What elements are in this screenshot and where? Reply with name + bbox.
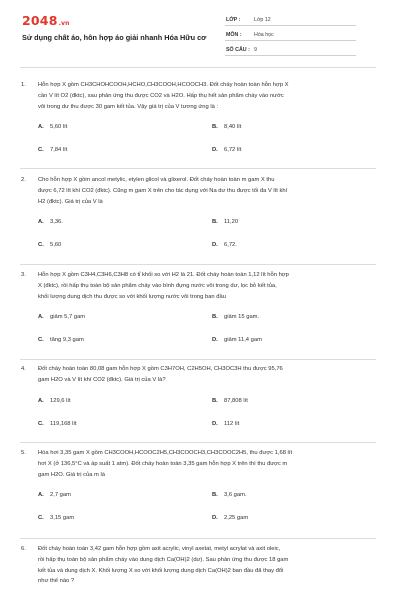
question-block [20,175,380,249]
question-number: 3. [21,272,26,278]
question-text: Đốt cháy hoàn toàn 3,42 gam hỗn hợp gồm axit acrylic, vinyl axetat, metyl acrylat và axit oleic, [38,546,281,552]
question-block [20,80,380,154]
meta-subject-row [225,29,356,41]
question-number: 2. [21,177,26,183]
meta-value: Lớp 12 [252,14,356,26]
question-divider [20,442,376,443]
answer-option-c[interactable]: C. 5,60 [38,242,62,249]
answer-option-d[interactable]: D. 112 lít [212,420,240,427]
answer-option-b[interactable]: B. giảm 15 gam. [212,314,260,321]
meta-key: MÔN : [225,29,252,41]
question-text: Đốt cháy hoàn toàn 80,08 gam hỗn hợp X gồm C3H7OH, C2H5OH, CH3OC3H thu được 95,76 [38,366,283,372]
meta-count-row [225,44,356,56]
question-divider [20,264,376,265]
question-text: H2 (đktc). Giá trị của V là [38,198,103,205]
question-number: 1. [21,82,26,88]
question-text: hơi X (ở 136,5°C và áp suất 1 atm). Đốt cháy hoàn toàn 3,35 gam hỗn hợp X trên thì thu được m [38,460,288,467]
answer-option-a[interactable]: A. giảm 5,7 gam [38,314,86,321]
question-block [20,544,380,587]
meta-class-row [225,14,356,26]
answer-option-b[interactable]: B. 3,6 gam. [212,492,247,499]
question-text: gam H2O và V lít khí CO2 (đktc). Giá trị của V là? [38,376,166,383]
answer-option-d[interactable]: D. 6,72 lít [212,147,242,154]
answer-option-c[interactable]: C. 3,15 gam [38,515,75,522]
answer-option-b[interactable]: B. 87,808 lít [212,397,248,404]
question-number: 4. [21,366,26,372]
question-number: 5. [21,450,26,456]
logo-suffix: .vn [58,20,70,27]
question-divider [20,538,376,539]
site-logo[interactable] [22,13,70,28]
question-text: gam H2O. Giá trị của m là [38,471,106,478]
meta-value: 9 [252,44,356,56]
answer-option-a[interactable]: A. 2,7 gam [38,492,71,499]
question-text: Hóa hơi 3,35 gam X gồm CH3COOH,HCOOC2H5,CH3COOCH3,CH3COOC2H5, thu được 1,68 lít [38,450,293,456]
meta-key: SỐ CÂU : [225,44,252,56]
answer-option-b[interactable]: B. 8,40 lít [212,124,242,131]
question-block [20,448,380,522]
question-number: 6. [21,546,26,552]
question-text: Hỗn hợp X gồm C3H4,C3H6,C3H8 có tỉ khối so với H2 là 21. Đốt cháy hoàn toàn 1,12 lít hỗn hợp [38,272,289,278]
question-text: vôi trong dư thu được 30 gam kết tủa. Vậy giá trị của V tương ứng là : [38,103,219,110]
question-divider [20,359,376,360]
question-line [20,80,380,91]
document-title: Sử dụng chất áo, hôn hợp áo giải nhanh Hóa Hữu cơ [22,33,207,42]
meta-value: Hóa học [252,29,356,41]
question-text: được 6,72 lít khí CO2 (đktc). Cũng m gam X trên cho tác dụng với Na dư thu được tối đa V lít khí [38,187,288,194]
answer-option-d[interactable]: D. giảm 11,4 gam [212,337,262,344]
answer-option-c[interactable]: C. tăng 9,3 gam [38,337,84,344]
question-text: như thế nào ? [38,578,75,585]
question-divider [20,168,376,169]
header-divider [20,67,376,68]
document-header [0,0,400,70]
answer-option-d[interactable]: D. 2,25 gam [212,515,249,522]
question-text: khối lượng dung dịch thu được so với khối lượng nước vôi trong ban đầu [38,293,226,300]
answer-option-d[interactable]: D. 6,72. [212,242,237,249]
answer-option-a[interactable]: A. 3,36. [38,219,63,226]
question-text: rồi hấp thụ toàn bộ sản phẩm cháy vào dung dịch Ca(OH)2 (dư). Sau phản ứng thu được 18 gam [38,556,289,563]
question-text: kết tủa và dung dịch X. Khối lượng X so với khối lượng dung dịch Ca(OH)2 ban đầu đã thay đổi [38,567,284,574]
answer-option-a[interactable]: A. 129,6 lít [38,397,71,404]
question-text: cần V lít O2 (đktc), sau phản ứng thu được CO2 và H2O. Hấp thụ hết sản phẩm cháy vào nước [38,92,284,99]
question-text: Hỗn hợp X gồm CH3CHOHCOOH,HCHO,CH3COOH,HCOOCH3. Đốt cháy hoàn toàn hỗn hợp X [38,82,289,88]
answer-option-c[interactable]: C. 119,168 lít [38,420,77,427]
question-block [20,364,380,427]
answer-option-c[interactable]: C. 7,84 lít [38,147,68,154]
answer-option-a[interactable]: A. 5,60 lít [38,124,68,131]
answer-option-b[interactable]: B. 11,20 [212,219,239,226]
question-block [20,270,380,344]
logo-main: 2048 [22,13,58,28]
meta-key: LỚP : [225,14,252,26]
question-text: Cho hỗn hợp X gồm ancol metylic, etylen glicol và glixerol. Đốt cháy hoàn toàn m gam X thu [38,177,275,183]
question-text: X (đktc), rồi hấp thụ toàn bộ sản phẩm cháy vào bình đựng nước vôi trong dư, lọc bỏ kết tủa, [38,282,277,289]
